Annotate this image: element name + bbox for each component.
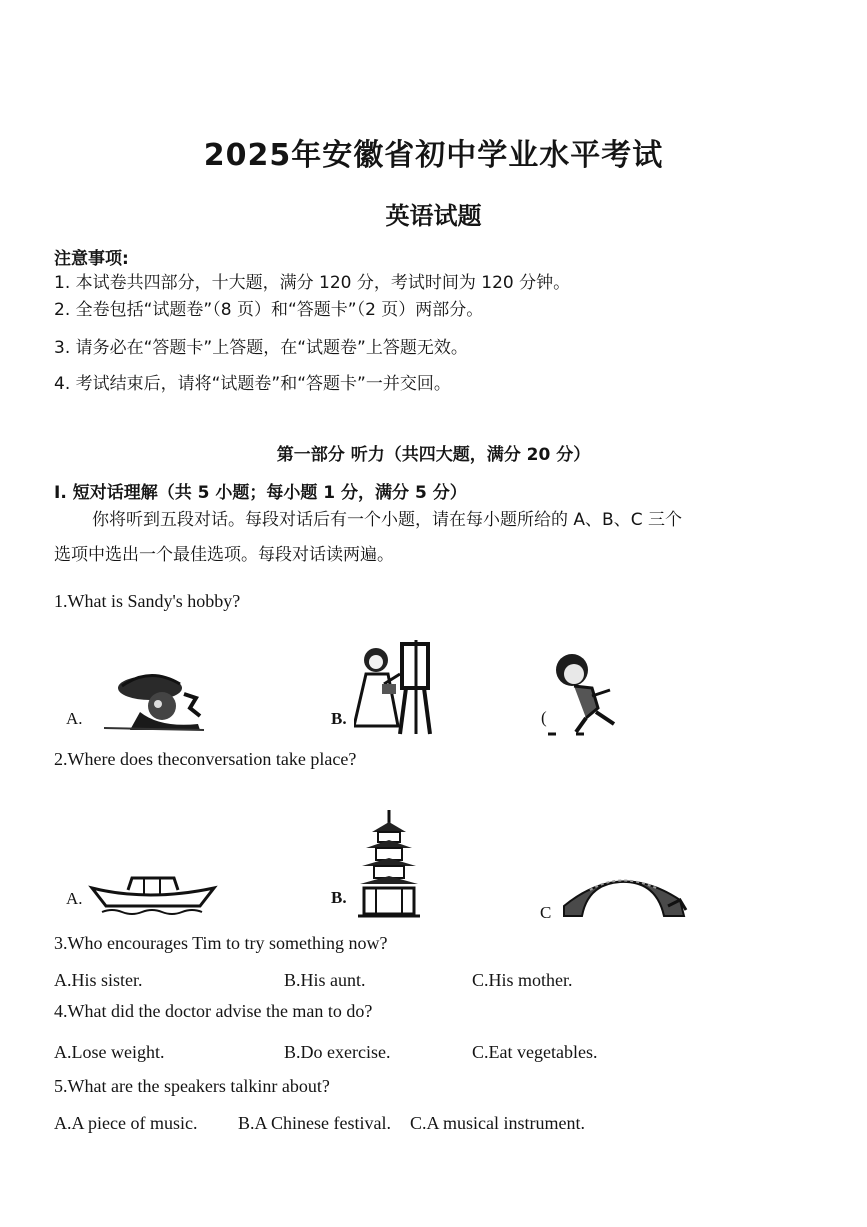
notice-item: 3. 请务必在“答题卡”上答题，在“试题卷”上答题无效。	[54, 338, 468, 358]
option-label: B.	[331, 709, 347, 728]
option-label: A.	[66, 889, 83, 908]
question-text: 3.Who encourages Tim to try something now?	[54, 933, 388, 953]
question-text: 4.What did the doctor advise the man to do?	[54, 1001, 373, 1021]
option-label: A.	[66, 709, 83, 728]
answer-option-c: C.A musical instrument.	[410, 1113, 585, 1133]
option-label: B.	[331, 888, 347, 907]
notice-item: 4. 考试结束后，请将“试题卷”和“答题卡”一并交回。	[54, 374, 451, 394]
answer-option-c: C.Eat vegetables.	[472, 1042, 598, 1062]
section-instructions: 你将听到五段对话。每段对话后有一个小题，请在每小题所给的 A、B、C 三个	[92, 510, 682, 530]
notice-heading: 注意事项:	[54, 249, 129, 269]
pagoda-icon	[356, 810, 422, 920]
exam-title: 2025年安徽省初中学业水平考试	[203, 138, 664, 173]
answer-option-b: B.A Chinese festival.	[238, 1113, 391, 1133]
answer-option-a: A.Lose weight.	[54, 1042, 165, 1062]
answer-option-b: B.His aunt.	[284, 970, 366, 990]
notice-item: 1. 本试卷共四部分，十大题，满分 120 分，考试时间为 120 分钟。	[54, 273, 571, 293]
answer-option-a: A.A piece of music.	[54, 1113, 198, 1133]
question-text: 1.What is Sandy's hobby?	[54, 591, 241, 611]
option-label: C	[540, 903, 552, 922]
answer-option-b: B.Do exercise.	[284, 1042, 391, 1062]
boat-icon	[88, 872, 220, 916]
part-one-heading: 第一部分 听力（共四大题，满分 20 分）	[276, 445, 591, 465]
section-instructions: 选项中选出一个最佳选项。每段对话读两遍。	[54, 545, 394, 565]
exam-subtitle: 英语试题	[385, 202, 482, 230]
bridge-icon	[560, 870, 688, 922]
option-label: (	[541, 708, 547, 727]
section-heading: I. 短对话理解（共 5 小题；每小题 1 分，满分 5 分）	[54, 483, 467, 503]
answer-option-c: C.His mother.	[472, 970, 573, 990]
painting-girl-icon	[354, 638, 438, 736]
answer-option-a: A.His sister.	[54, 970, 143, 990]
reading-girl-icon	[100, 668, 212, 734]
running-boy-icon	[546, 648, 622, 738]
notice-item: 2. 全卷包括“试题卷”（8 页）和“答题卡”（2 页）两部分。	[54, 300, 484, 320]
question-text: 5.What are the speakers talkinr about?	[54, 1076, 330, 1096]
question-text: 2.Where does theconversation take place?	[54, 749, 357, 769]
